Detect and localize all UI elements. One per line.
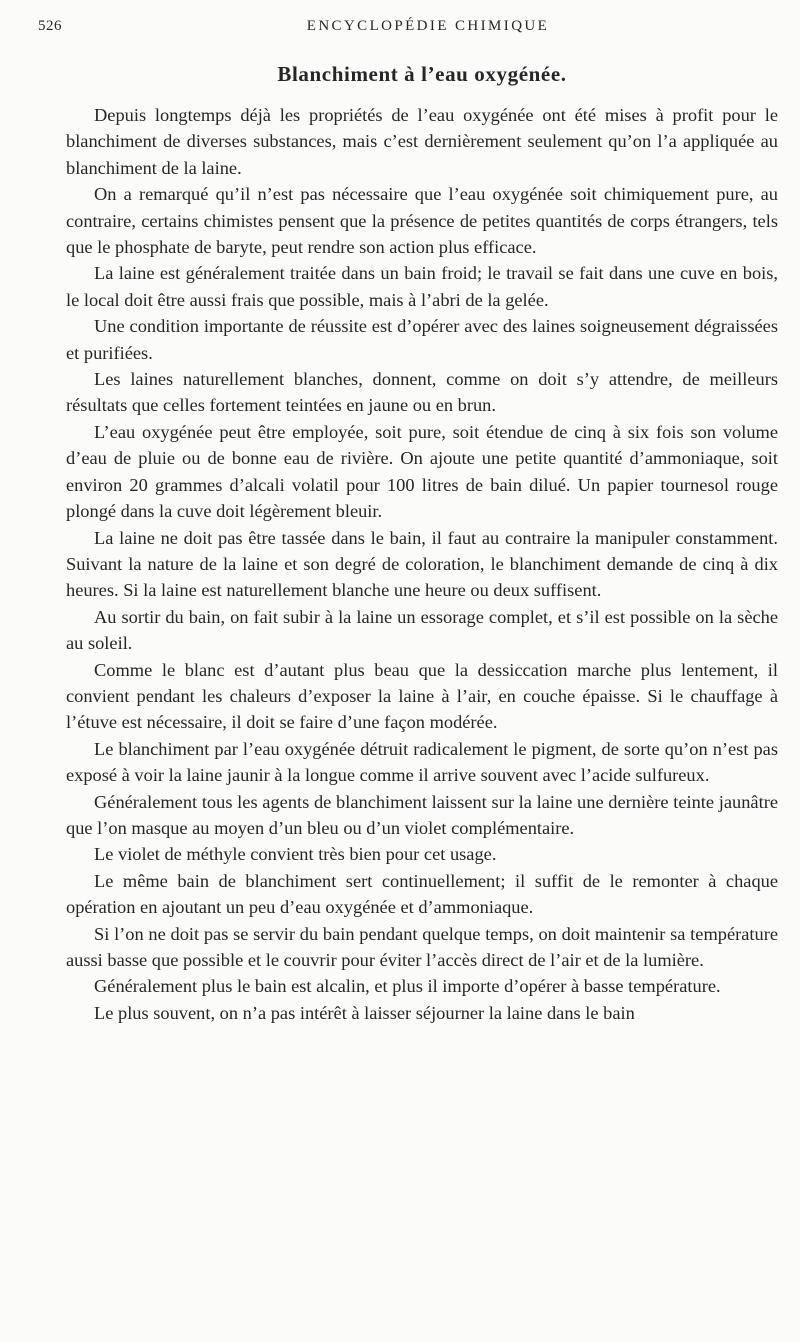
paragraph: Le plus souvent, on n’a pas intérêt à laisser séjourner la laine dans le bain bbox=[94, 1002, 635, 1023]
paragraph: Généralement tous les agents de blanchiment laissent sur la laine une dernière teinte jaunâtre que l’on masque au moyen d’un bleu ou d’un violet complémentaire. bbox=[66, 791, 778, 838]
paragraph: La laine ne doit pas être tassée dans le bain, il faut au contraire la manipuler constamment. Suivant la nature de la laine et son degré de coloration, le blanchiment demande de cinq à dix heures. Si la laine est naturellement blanche une heure ou deux suffisent. bbox=[66, 527, 778, 601]
paragraph: Une condition importante de réussite est d’opérer avec des laines soigneusement dégraissées et purifiées. bbox=[66, 316, 778, 363]
journal-title: ENCYCLOPÉDIE CHIMIQUE bbox=[306, 18, 550, 34]
body-text bbox=[66, 102, 778, 1026]
paragraph: On a remarqué qu’il n’est pas nécessaire que l’eau oxygénée soit chimiquement pure, au contraire, certains chimistes pensent que la présence de petites quantités de corps étrangers, tels que le phosphate de baryte, peut rendre son action plus efficace. bbox=[66, 184, 778, 258]
paragraph: Depuis longtemps déjà les propriétés de l’eau oxygénée ont été mises à profit pour le blanchiment de diverses substances, mais c’est dernièrement seulement qu’on l’a appliquée au blanchiment de la laine. bbox=[66, 105, 778, 178]
paragraph: Au sortir du bain, on fait subir à la laine un essorage complet, et s’il est possible on la sèche au soleil. bbox=[66, 606, 778, 654]
paragraph: Le blanchiment par l’eau oxygénée détruit radicalement le pigment, de sorte qu’on n’est pas exposé à voir la laine jaunir à la longue comme il arrive souvent avec l’acide sulfureux. bbox=[66, 738, 778, 786]
paragraph: Généralement plus le bain est alcalin, et plus il importe d’opérer à basse température. bbox=[94, 976, 721, 997]
paragraph: L’eau oxygénée peut être employée, soit pure, soit étendue de cinq à six fois son volume d’eau de pluie ou de bonne eau de rivière. On ajoute une petite quantité d’ammoniaque, soit environ 20 grammes d’alcali volatil pour 100 litres de bain dilué. Un papier tournesol rouge plongé dans la cuve doit légèrement bleuir. bbox=[66, 421, 778, 522]
running-header bbox=[38, 16, 778, 42]
paragraph: Comme le blanc est d’autant plus beau que la dessiccation marche plus lentement, il convient pendant les chaleurs d’exposer la laine à l’air, en couche épaisse. Si le chauffage à l’étuve est nécessaire, il doit se faire d’une façon modérée. bbox=[66, 659, 778, 733]
paragraph: Si l’on ne doit pas se servir du bain pendant quelque temps, on doit maintenir sa température aussi basse que possible et le couvrir pour éviter l’accès direct de l’air et de la lumière. bbox=[66, 923, 778, 970]
paragraph: La laine est généralement traitée dans un bain froid; le travail se fait dans une cuve en bois, le local doit être aussi frais que possible, mais à l’abri de la gelée. bbox=[66, 263, 778, 310]
paragraph: Le même bain de blanchiment sert continuellement; il suffit de le remonter à chaque opération en ajoutant un peu d’eau oxygénée et d’ammoniaque. bbox=[66, 870, 778, 918]
page-number: 526 bbox=[38, 18, 62, 34]
section-title: Blanchiment à l’eau oxygénée. bbox=[277, 62, 567, 86]
paragraph: Les laines naturellement blanches, donnent, comme on doit s’y attendre, de meilleurs résultats que celles fortement teintées en jaune ou en brun. bbox=[66, 369, 778, 416]
paragraph: Le violet de méthyle convient très bien pour cet usage. bbox=[94, 844, 497, 865]
